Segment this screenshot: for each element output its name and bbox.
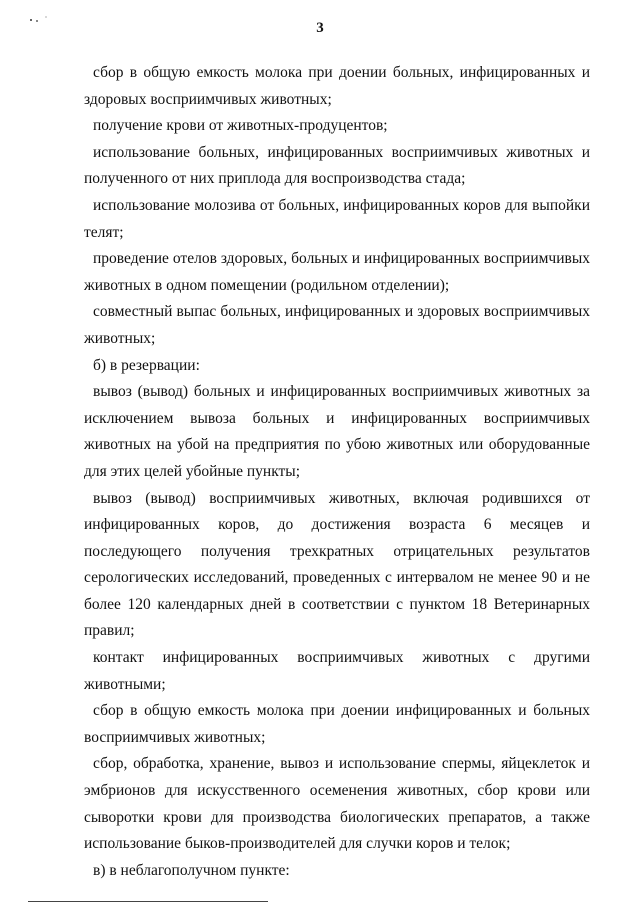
- paragraph: сбор в общую емкость молока при доении инфицированных и больных восприимчивых животных;: [84, 702, 590, 746]
- paragraph: вывоз (вывод) больных и инфицированных восприимчивых животных за исключением вывоза больных и инфицированных восприимчивых животных на убой на предприятия по убою животных или оборудованные для этих целей убойные пункты;: [84, 383, 590, 480]
- paragraph: сбор, обработка, хранение, вывоз и использование спермы, яйцеклеток и эмбрионов для искусственного осеменения животных, сбор крови или сыворотки крови для производства биологических препаратов, а также использование быков-производителей для случки коров и телок;: [84, 755, 590, 853]
- paragraph: получение крови от животных-продуцентов;: [93, 117, 388, 135]
- paragraph: сбор в общую емкость молока при доении больных, инфицированных и здоровых восприимчивых животных;: [84, 64, 590, 108]
- section-heading-c: в) в неблагополучном пункте:: [93, 861, 290, 879]
- paragraph: совместный выпас больных, инфицированных и здоровых восприимчивых животных;: [84, 303, 590, 347]
- document-body: [84, 60, 590, 884]
- paragraph: использование больных, инфицированных восприимчивых животных и полученного от них приплода для воспроизводства стада;: [84, 143, 590, 188]
- paragraph: проведение отелов здоровых, больных и инфицированных восприимчивых животных в одном помещении (родильном отделении);: [84, 250, 590, 294]
- section-heading-b: б) в резервации:: [93, 356, 200, 374]
- paragraph: использование молозива от больных, инфицированных коров для выпойки телят;: [84, 196, 590, 241]
- paragraph: вывоз (вывод) восприимчивых животных, включая родившихся от инфицированных коров, до достижения возраста 6 месяцев и последующего получения трехкратных отрицательных результатов серологических исследований, проведенных с интервалом не менее 90 и не более 120 календарных дней в соответствии с пунктом 18 Ветеринарных правил;: [84, 489, 590, 640]
- footer-divider: [28, 901, 268, 902]
- page-number: 3: [316, 20, 324, 36]
- paragraph: контакт инфицированных восприимчивых животных с другими животными;: [84, 649, 590, 693]
